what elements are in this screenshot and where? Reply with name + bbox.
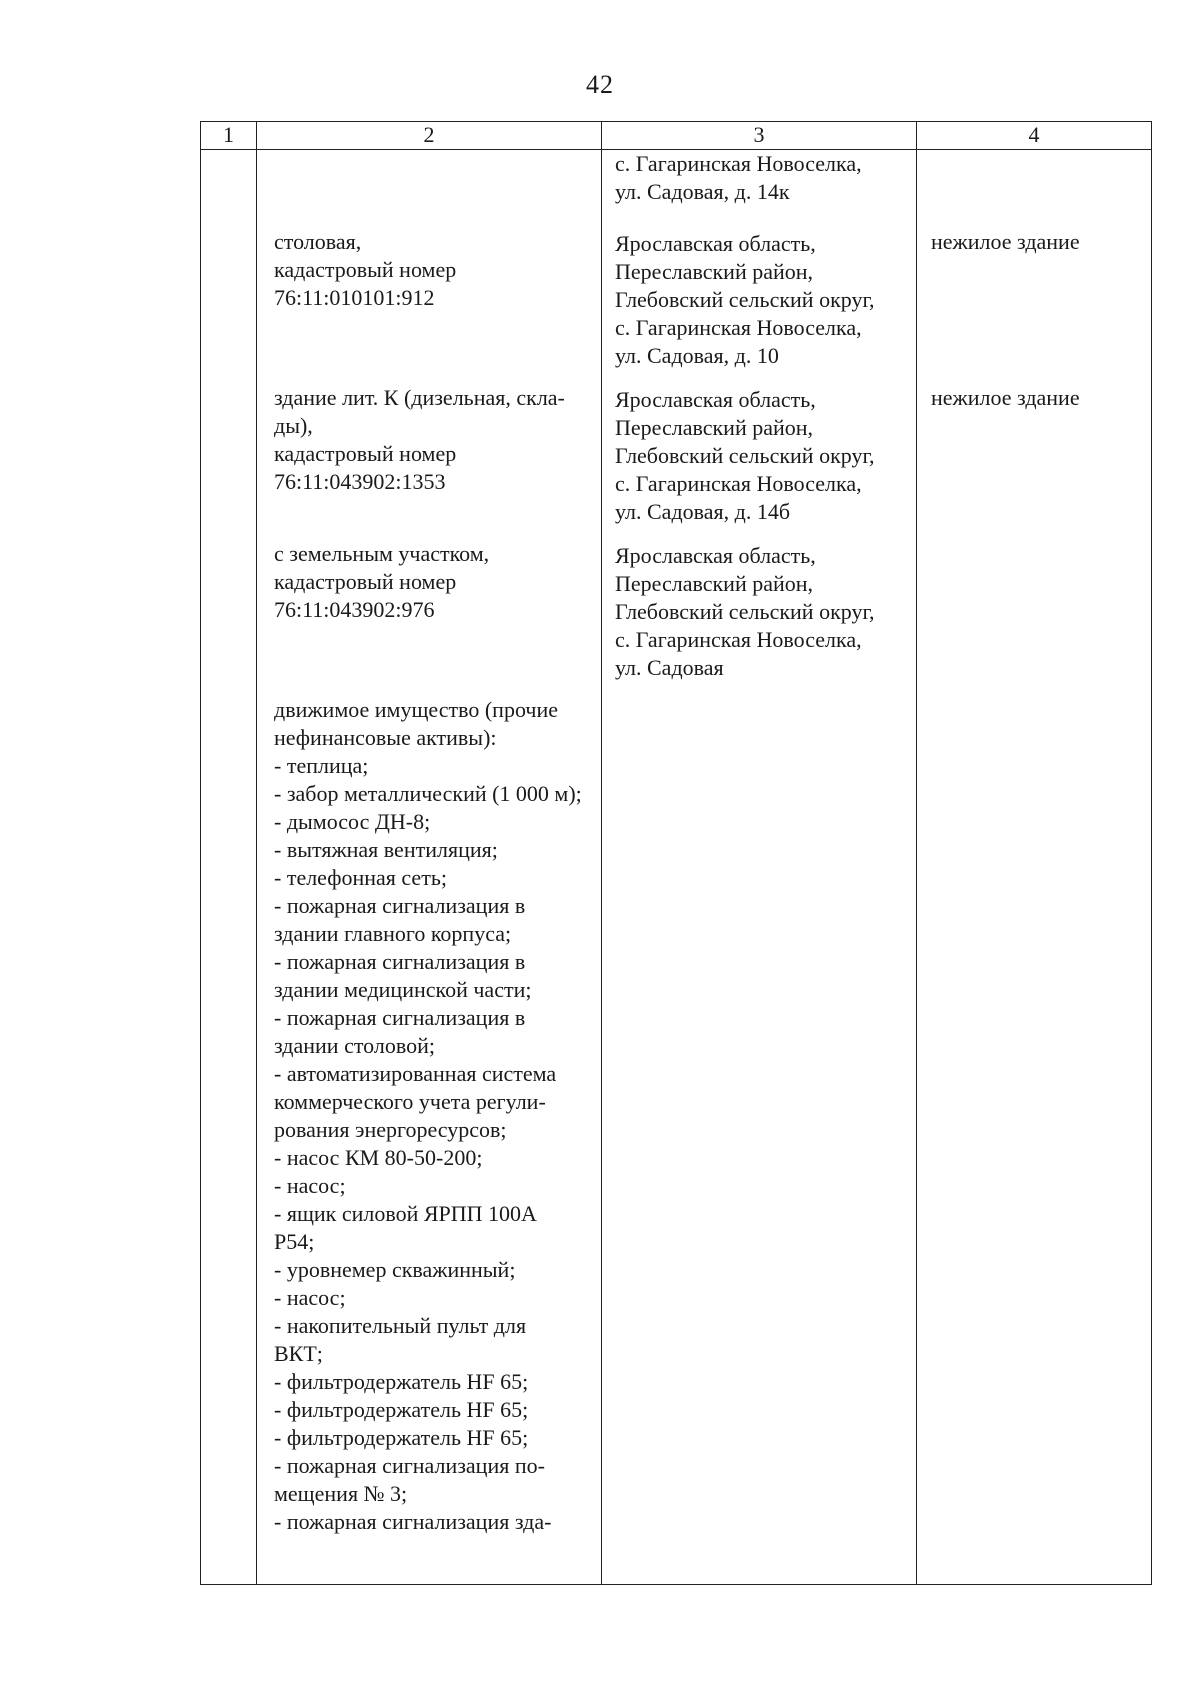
address-10: Ярославская область, Переславский район, Глебовский сельский округ, с. Гагаринская Новоселка, ул. Садовая, д. 10: [615, 231, 875, 368]
table-header-row: [201, 122, 1152, 150]
object-type-canteen: нежилое здание: [931, 229, 1080, 254]
column-header-3: 3: [602, 122, 917, 150]
object-description-building-k: здание лит. К (дизельная, скла- ды), кадастровый номер 76:11:043902:1353: [274, 385, 565, 494]
address-14b: Ярославская область, Переславский район, Глебовский сельский округ, с. Гагаринская Новоселка, ул. Садовая, д. 14б: [615, 387, 875, 524]
column-header-4: 4: [917, 122, 1152, 150]
column-1-cell: [201, 150, 257, 1585]
property-table: [200, 121, 1152, 1585]
column-header-1: 1: [201, 122, 257, 150]
address-14k: с. Гагаринская Новоселка, ул. Садовая, д. 14к: [615, 151, 862, 204]
address-sadovaya: Ярославская область, Переславский район, Глебовский сельский округ, с. Гагаринская Новоселка, ул. Садовая: [615, 543, 875, 680]
column-2-cell: [257, 150, 602, 1585]
table-row: [201, 150, 1152, 1585]
column-3-cell: [602, 150, 917, 1585]
object-description-canteen: столовая, кадастровый номер 76:11:010101:912: [274, 229, 457, 310]
object-description-land-plot: с земельным участком, кадастровый номер 76:11:043902:976: [274, 541, 490, 622]
page-number: 42: [586, 70, 614, 99]
column-header-2: 2: [257, 122, 602, 150]
object-description-movable-property: движимое имущество (прочие нефинансовые активы): - теплица; - забор металлический (1 000 м); - дымосос ДН-8; - вытяжная вентиляция; - телефонная сеть; - пожарная сигнализация в здании главного корпуса; - пожарная сигнализация в здании медицинской части; - пожарная сигнализация в здании столовой; - автоматизированная система коммерческого учета регули- рования энергоресурсов; - насос КМ 80-50-200; - насос; - ящик силовой ЯРПП 100А Р54; - уровнемер скважинный; - насос; - накопительный пульт для ВКТ; - фильтродержатель HF 65; - фильтродержатель HF 65; - фильтродержатель HF 65; - пожарная сигнализация по- мещения № 3; - пожарная сигнализация зда-: [274, 697, 582, 1534]
column-4-cell: [917, 150, 1152, 1585]
object-type-building-k: нежилое здание: [931, 385, 1080, 410]
